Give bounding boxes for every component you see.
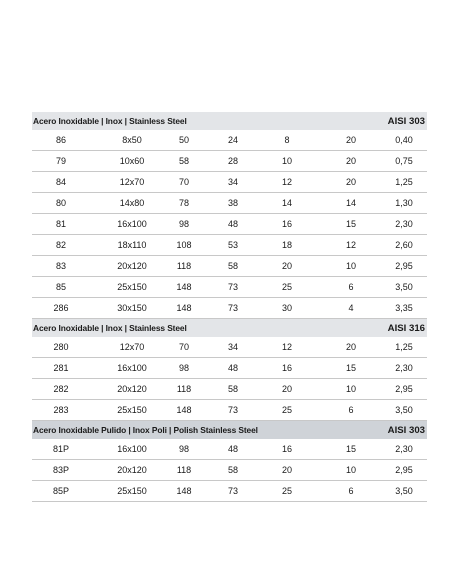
table-cell: 280: [53, 342, 69, 352]
table-cell: 20x120: [117, 384, 147, 394]
table-cell: 58: [227, 261, 238, 271]
table-cell: 10x60: [119, 156, 145, 166]
table-cell: 20: [345, 177, 356, 187]
table-cell: 20: [345, 135, 356, 145]
table-row: [32, 337, 427, 358]
table-cell: 2,95: [395, 261, 413, 271]
table-cell: 15: [345, 219, 356, 229]
table-row: [32, 400, 427, 421]
table-cell: 18: [281, 240, 292, 250]
table-cell: 20x120: [117, 261, 147, 271]
table-cell: 10: [345, 261, 356, 271]
table-row: [32, 130, 427, 151]
table-cell: 2,30: [395, 363, 413, 373]
table-cell: 15: [345, 363, 356, 373]
section-title: Acero Inoxidable | Inox | Stainless Steel: [33, 116, 187, 126]
table-cell: 50: [178, 135, 189, 145]
section-aisi-316: [32, 319, 427, 421]
table-cell: 73: [227, 486, 238, 496]
table-cell: 108: [176, 240, 192, 250]
table-cell: 148: [176, 405, 192, 415]
table-cell: 0,75: [395, 156, 413, 166]
table-cell: 14x80: [119, 198, 145, 208]
table-row: [32, 256, 427, 277]
table-cell: 58: [227, 465, 238, 475]
table-cell: 3,50: [395, 282, 413, 292]
table-cell: 81P: [52, 444, 69, 454]
table-row: [32, 481, 427, 502]
table-cell: 85: [55, 282, 66, 292]
table-cell: 2,95: [395, 465, 413, 475]
table-cell: 20: [281, 261, 292, 271]
table-cell: 53: [227, 240, 238, 250]
table-cell: 0,40: [395, 135, 413, 145]
table-cell: 148: [176, 486, 192, 496]
section-header: [32, 421, 427, 439]
table-cell: 20: [345, 156, 356, 166]
table-cell: 34: [227, 177, 238, 187]
table-cell: 25: [281, 486, 292, 496]
table-row: [32, 193, 427, 214]
table-cell: 6: [348, 405, 354, 415]
table-cell: 15: [345, 444, 356, 454]
table-cell: 70: [178, 342, 189, 352]
table-cell: 48: [227, 363, 238, 373]
table-cell: 70: [178, 177, 189, 187]
table-cell: 118: [176, 384, 192, 394]
table-cell: 73: [227, 405, 238, 415]
section-grade: AISI 303: [387, 424, 425, 436]
table-cell: 48: [227, 219, 238, 229]
table-cell: 34: [227, 342, 238, 352]
table-cell: 281: [53, 363, 69, 373]
table-row: [32, 277, 427, 298]
table-cell: 1,25: [395, 342, 413, 352]
table-cell: 16: [281, 219, 292, 229]
table-cell: 6: [348, 486, 354, 496]
table-cell: 2,95: [395, 384, 413, 394]
spec-table: [32, 112, 427, 502]
table-cell: 30: [281, 303, 292, 313]
table-cell: 3,35: [395, 303, 413, 313]
table-cell: 28: [227, 156, 238, 166]
table-cell: 12: [281, 342, 292, 352]
table-cell: 283: [53, 405, 69, 415]
table-cell: 16x100: [117, 219, 147, 229]
table-cell: 14: [281, 198, 292, 208]
table-row: [32, 439, 427, 460]
table-row: [32, 460, 427, 481]
table-cell: 38: [227, 198, 238, 208]
table-cell: 25x150: [117, 486, 147, 496]
table-cell: 16: [281, 444, 292, 454]
table-cell: 25: [281, 405, 292, 415]
table-cell: 2,60: [395, 240, 413, 250]
table-cell: 8: [284, 135, 290, 145]
table-row: [32, 298, 427, 319]
table-cell: 16x100: [117, 363, 147, 373]
section-header: [32, 319, 427, 337]
table-cell: 3,50: [395, 405, 413, 415]
table-cell: 25x150: [117, 282, 147, 292]
table-cell: 24: [227, 135, 238, 145]
section-aisi-303: [32, 112, 427, 319]
table-cell: 3,50: [395, 486, 413, 496]
table-row: [32, 172, 427, 193]
table-cell: 148: [176, 303, 192, 313]
table-cell: 20x120: [117, 465, 147, 475]
table-cell: 10: [281, 156, 292, 166]
section-grade: AISI 303: [387, 115, 425, 127]
table-cell: 12x70: [119, 342, 145, 352]
table-cell: 2,30: [395, 219, 413, 229]
table-row: [32, 235, 427, 256]
table-cell: 148: [176, 282, 192, 292]
table-cell: 8x50: [122, 135, 142, 145]
table-cell: 16x100: [117, 444, 147, 454]
table-cell: 282: [53, 384, 69, 394]
table-row: [32, 214, 427, 235]
table-cell: 4: [348, 303, 354, 313]
table-cell: 98: [178, 444, 189, 454]
table-cell: 79: [55, 156, 66, 166]
table-cell: 84: [55, 177, 66, 187]
table-cell: 286: [53, 303, 69, 313]
table-row: [32, 379, 427, 400]
table-cell: 80: [55, 198, 66, 208]
section-header: [32, 112, 427, 130]
table-cell: 86: [55, 135, 66, 145]
section-grade: AISI 316: [387, 322, 425, 334]
section-title: Acero Inoxidable Pulido | Inox Poli | Polish Stainless Steel: [33, 425, 258, 435]
table-cell: 81: [55, 219, 66, 229]
table-cell: 48: [227, 444, 238, 454]
section-aisi-303-polished: [32, 421, 427, 502]
table-cell: 118: [176, 465, 192, 475]
table-cell: 82: [55, 240, 66, 250]
table-cell: 14: [345, 198, 356, 208]
section-title: Acero Inoxidable | Inox | Stainless Steel: [33, 323, 187, 333]
table-cell: 25: [281, 282, 292, 292]
table-cell: 10: [345, 465, 356, 475]
table-cell: 98: [178, 219, 189, 229]
table-cell: 73: [227, 282, 238, 292]
table-cell: 85P: [52, 486, 69, 496]
table-cell: 1,30: [395, 198, 413, 208]
table-cell: 83: [55, 261, 66, 271]
table-cell: 78: [178, 198, 189, 208]
table-cell: 20: [281, 384, 292, 394]
table-cell: 16: [281, 363, 292, 373]
table-cell: 12: [345, 240, 356, 250]
table-cell: 6: [348, 282, 354, 292]
table-cell: 25x150: [117, 405, 147, 415]
table-cell: 2,30: [395, 444, 413, 454]
table-cell: 58: [178, 156, 189, 166]
table-row: [32, 358, 427, 379]
table-cell: 12x70: [119, 177, 145, 187]
table-cell: 1,25: [395, 177, 413, 187]
table-cell: 10: [345, 384, 356, 394]
table-cell: 118: [176, 261, 192, 271]
table-row: [32, 151, 427, 172]
table-cell: 18x110: [117, 240, 147, 250]
table-cell: 20: [281, 465, 292, 475]
table-cell: 73: [227, 303, 238, 313]
table-cell: 83P: [52, 465, 69, 475]
table-cell: 12: [281, 177, 292, 187]
table-cell: 98: [178, 363, 189, 373]
table-cell: 30x150: [117, 303, 147, 313]
table-cell: 58: [227, 384, 238, 394]
table-cell: 20: [345, 342, 356, 352]
